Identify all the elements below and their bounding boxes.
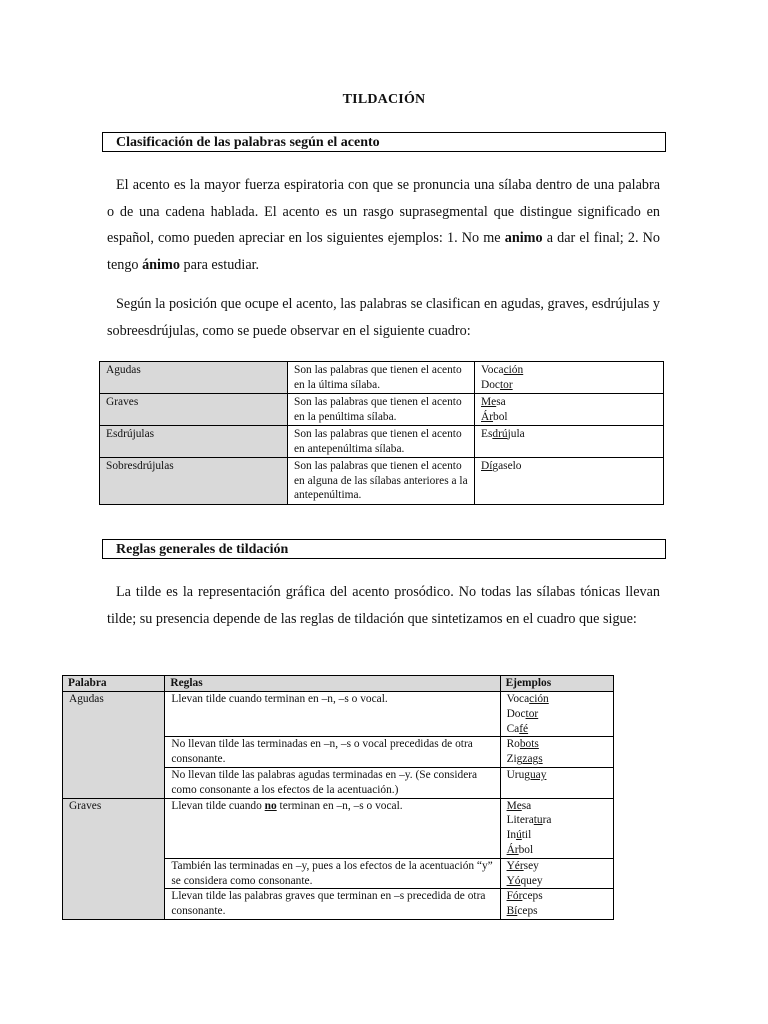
table-row (100, 394, 664, 426)
example-word: Árbol (506, 843, 534, 856)
example-word: Yérsey (506, 859, 539, 872)
description-cell: Son las palabras que tienen el acento en antepenúltima sílaba. (288, 426, 475, 458)
example-word: Dígaselo (481, 460, 522, 472)
section-heading-reglas: Reglas generales de tildación (102, 539, 666, 559)
page-title: TILDACIÓN (342, 92, 426, 107)
example-word: Mesa (481, 396, 506, 408)
example-word: Doctor (506, 707, 539, 720)
rule-cell: También las terminadas en –y, pues a los efectos de la acentuación “y” se considera como consonante. (165, 858, 500, 889)
example-word: Yóquey (506, 874, 543, 887)
examples-cell (475, 394, 664, 426)
word-type-cell: Sobresdrújulas (100, 458, 288, 505)
header-reglas: Reglas (165, 676, 500, 692)
paragraph-text: para estudiar. (179, 256, 260, 273)
rule-cell: No llevan tilde las palabras agudas terminadas en –y. (Se considera como consonante a los efectos de la acentuación.) (165, 767, 500, 798)
table-row (100, 458, 664, 505)
paragraph-text: El acento es la mayor fuerza espiratoria con que se pronuncia una sílaba dentro de una palabra o de una cadena hablada. El acento es un rasgo suprasegmental que distingue significado en español, como pueden apreciar en los siguientes ejemplos: 1. No me (107, 177, 660, 246)
word-type-cell: Graves (100, 394, 288, 426)
bold-word-animo-tilde: ánimo (142, 256, 180, 273)
example-word: Mesa (506, 799, 532, 812)
example-word: Literatura (506, 814, 552, 827)
table-reglas-tildacion (62, 675, 614, 920)
paragraph-clasificacion: Según la posición que ocupe el acento, las palabras se clasifican en agudas, graves, esdrújulas y sobreesdrújulas, como se puede observar en el siguiente cuadro: (107, 296, 660, 339)
header-ejemplos: Ejemplos (500, 676, 613, 692)
description-cell: Son las palabras que tienen el acento en alguna de las sílabas anteriores a la antepenúltima. (288, 458, 475, 505)
example-word: Esdrújula (481, 428, 525, 440)
example-word: Inútil (506, 829, 532, 842)
description-cell: Son las palabras que tienen el acento en la última sílaba. (288, 362, 475, 394)
bold-word-animo: animo (504, 230, 543, 246)
rule-cell: Llevan tilde las palabras graves que terminan en –s precedida de otra consonante. (165, 889, 500, 920)
word-type-cell: Agudas (63, 692, 165, 799)
example-word: Árbol (481, 410, 508, 423)
table-row (100, 426, 664, 458)
rule-cell: Llevan tilde cuando no terminan en –n, –s o vocal. (165, 798, 500, 858)
word-type-cell: Graves (63, 798, 165, 919)
table-clasificacion-acento (99, 361, 664, 505)
paragraph-tilde-definicion: La tilde es la representación gráfica del acento prosódico. No todas las sílabas tónicas llevan tilde; su presencia depende de las reglas de tildación que sintetizamos en el cuadro que sigue: (107, 584, 660, 627)
examples-cell (500, 889, 613, 920)
examples-cell (500, 858, 613, 889)
example-word: Uruguay (506, 768, 547, 781)
word-type-cell: Agudas (100, 362, 288, 394)
examples-cell (500, 737, 613, 768)
description-cell: Son las palabras que tienen el acento en la penúltima sílaba. (288, 394, 475, 426)
table-row (63, 692, 614, 737)
paragraph-acento-definicion (107, 172, 660, 278)
examples-cell (500, 692, 613, 737)
example-word: Café (506, 722, 529, 735)
example-word: Bíceps (506, 905, 538, 918)
paragraph-text: a dar el final; 2. No tengo (107, 230, 660, 273)
section-heading-clasificacion: Clasificación de las palabras según el acento (102, 132, 666, 152)
examples-cell (500, 798, 613, 858)
word-type-cell: Esdrújulas (100, 426, 288, 458)
table-header-row (63, 676, 614, 692)
table-row (63, 798, 614, 858)
rule-cell: No llevan tilde las terminadas en –n, –s o vocal precedidas de otra consonante. (165, 737, 500, 768)
header-palabra: Palabra (63, 676, 165, 692)
example-word: Robots (506, 738, 539, 751)
table-row (100, 362, 664, 394)
example-word: Zigzags (506, 753, 543, 766)
examples-cell (475, 362, 664, 394)
example-word: Fórceps (506, 890, 543, 903)
examples-cell (500, 767, 613, 798)
examples-cell (475, 458, 664, 505)
rule-cell: Llevan tilde cuando terminan en –n, –s o vocal. (165, 692, 500, 737)
example-word: Vocación (506, 693, 549, 705)
example-word: Vocación (481, 364, 524, 376)
examples-cell (475, 426, 664, 458)
example-word: Doctor (481, 378, 513, 391)
